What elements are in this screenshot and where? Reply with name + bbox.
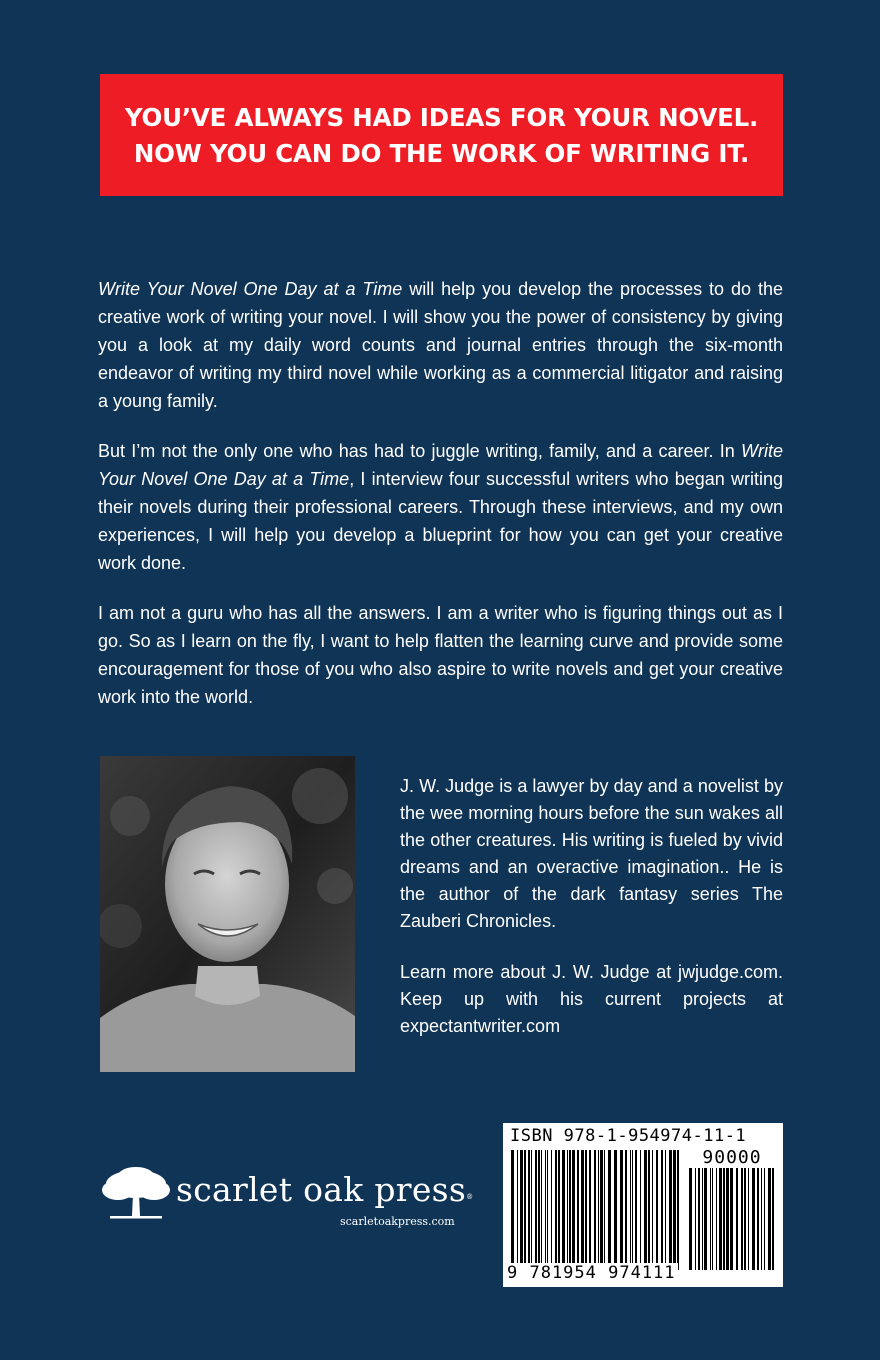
price-code: 90000: [702, 1147, 762, 1168]
barcode-bars: [511, 1150, 681, 1270]
description-text-1: will help you develop the processes to do the creative work of writing your novel. I will show you the power of consistency by giving you a look at my daily word counts and journal entries through the six-month endeavor of writing my third novel while working as a commercial litigator and raising a young family.: [98, 279, 783, 411]
publisher-logo: [100, 1162, 480, 1242]
registered-mark: ®: [466, 1193, 474, 1201]
book-title-italic-2: Write Your Novel One Day at a Time: [98, 441, 783, 489]
book-title-italic: Write Your Novel One Day at a Time: [98, 279, 403, 299]
barcode-addon-bars: [689, 1168, 775, 1270]
description-paragraph-2: [98, 437, 783, 577]
author-bio-paragraph: J. W. Judge is a lawyer by day and a novelist by the wee morning hours before the sun wakes all the other creatures. His writing is fueled by vivid dreams and an overactive imagination.. He is the author of the dark fantasy series The Zauberi Chronicles.: [400, 776, 783, 931]
oak-tree-icon: [100, 1166, 172, 1224]
author-bio: [400, 773, 783, 1064]
description-text-2a: But I’m not the only one who has had to juggle writing, family, and a career. In: [98, 441, 741, 461]
barcode-digits: 9 781954 974111: [507, 1263, 676, 1283]
headline-line-1: YOU’VE ALWAYS HAD IDEAS FOR YOUR NOVEL.: [124, 103, 759, 132]
headline-banner: [100, 74, 783, 196]
description-paragraph-3: I am not a guru who has all the answers. I am a writer who is figuring things out as I go. So as I learn on the fly, I want to help flatten the learning curve and provide some encouragement for those of you who also aspire to write novels and get your creative work into the world.: [98, 603, 783, 707]
description-paragraph-1: [98, 275, 783, 415]
isbn-number: ISBN 978-1-954974-11-1: [510, 1126, 747, 1146]
isbn-barcode: [503, 1123, 783, 1287]
author-links-paragraph: Learn more about J. W. Judge at jwjudge.com. Keep up with his current projects at expectantwriter.com: [400, 962, 783, 1036]
headline-line-2: NOW YOU CAN DO THE WORK OF WRITING IT.: [133, 139, 750, 168]
publisher-name: scarlet oak press®: [176, 1170, 474, 1209]
author-photo: [100, 756, 355, 1072]
book-description: [98, 275, 783, 733]
description-text-2b: , I interview four successful writers who began writing their novels during their professional careers. Through these interviews, and my own experiences, I will help you develop a blueprint for how you can get your creative work done.: [98, 469, 783, 573]
publisher-url: scarletoakpress.com: [340, 1215, 455, 1228]
